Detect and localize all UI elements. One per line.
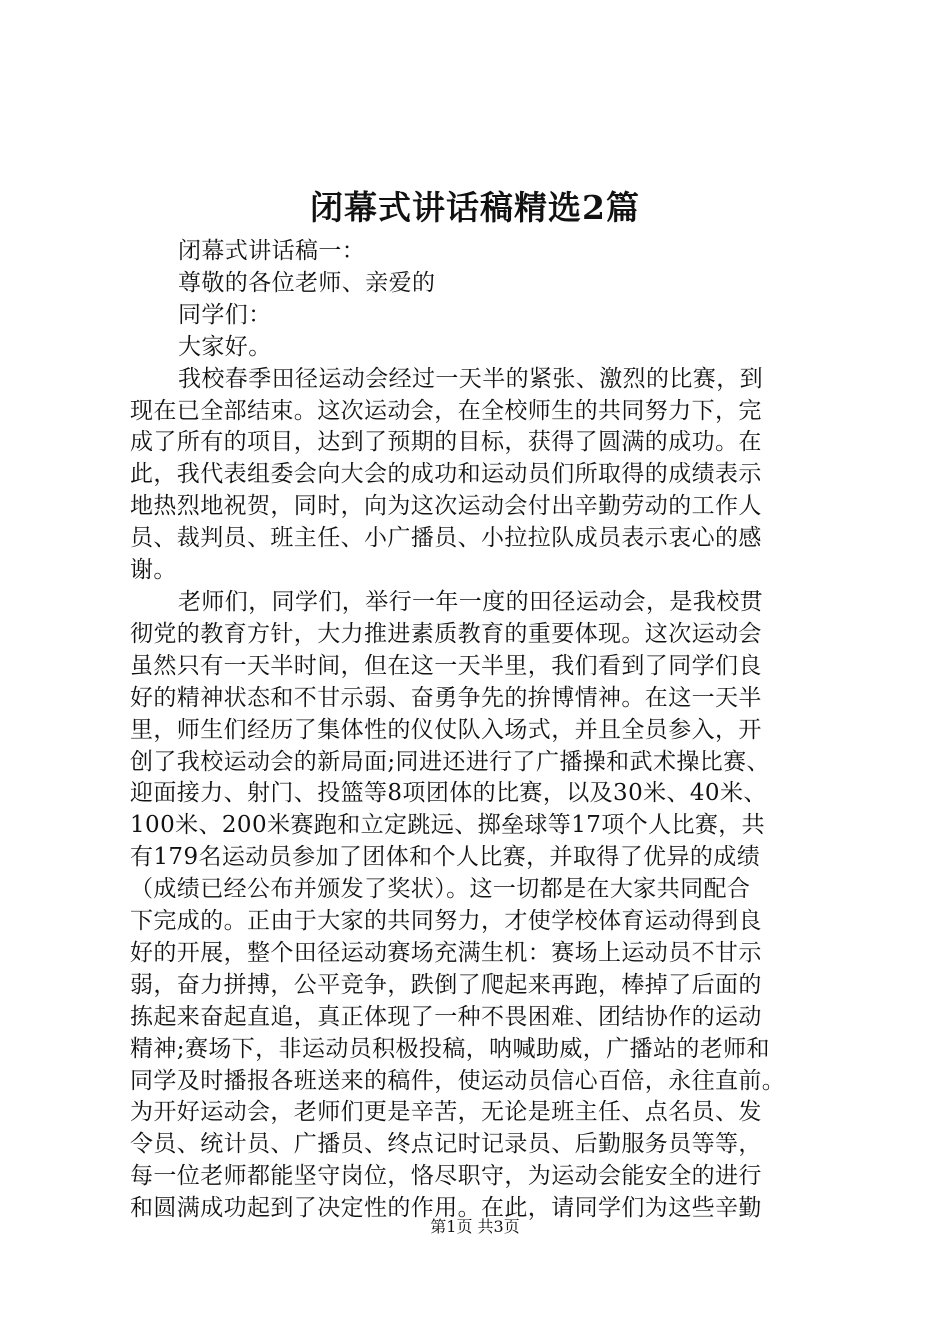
text-line: 创了我校运动会的新局面;同进还进行了广播操和武术操比赛、	[130, 748, 770, 775]
text-line: 弱，奋力拼搏，公平竞争，跌倒了爬起来再跑，棒掉了后面的	[130, 971, 762, 998]
text-line: 员、裁判员、班主任、小广播员、小拉拉队成员表示衷心的感	[130, 525, 762, 552]
text-line: 同学及时播报各班送来的稿件，使运动员信心百倍，永往直前。	[130, 1067, 786, 1094]
text-line: 彻党的教育方针，大力推进素质教育的重要体现。这次运动会	[130, 620, 762, 647]
page-number-footer: 第1页 共3页	[430, 1217, 520, 1236]
text-line: 此，我代表组委会向大会的成功和运动员们所取得的成绩表示	[130, 461, 762, 488]
text-line: 成了所有的项目，达到了预期的目标，获得了圆满的成功。在	[130, 429, 762, 456]
text-line: 100米、200米赛跑和立定跳远、掷垒球等17项个人比赛，共	[130, 812, 766, 839]
text-line: 令员、统计员、广播员、终点记时记录员、后勤服务员等等，	[130, 1131, 762, 1158]
text-line: （成绩已经公布并颁发了奖状）。这一切都是在大家共同配合	[130, 876, 751, 903]
text-line: 有179名运动员参加了团体和个人比赛，并取得了优异的成绩	[130, 844, 761, 871]
text-line: 现在已全部结束。这次运动会，在全校师生的共同努力下，完	[130, 397, 762, 424]
text-line: 大家好。	[178, 333, 272, 360]
text-line: 迎面接力、射门、投篮等8项团体的比赛，以及30米、40米、	[130, 780, 767, 807]
text-line: 下完成的。正由于大家的共同努力，才使学校体育运动得到良	[130, 908, 762, 935]
text-line: 精神;赛场下，非运动员积极投稿，呐喊助威，广播站的老师和	[130, 1035, 770, 1062]
text-line: 好的精神状态和不甘示弱、奋勇争先的拚博情神。在这一天半	[130, 684, 762, 711]
text-line: 老师们，同学们，举行一年一度的田径运动会，是我校贯	[178, 588, 763, 615]
text-line: 每一位老师都能坚守岗位，恪尽职守，为运动会能安全的进行	[130, 1163, 762, 1190]
text-line: 尊敬的各位老师、亲爱的	[178, 269, 436, 296]
text-line: 我校春季田径运动会经过一天半的紧张、激烈的比赛，到	[178, 365, 763, 392]
document-body	[130, 236, 830, 1225]
text-line: 闭幕式讲话稿一：	[178, 238, 366, 264]
text-line: 同学们：	[178, 301, 272, 328]
text-line: 好的开展，整个田径运动赛场充满生机：赛场上运动员不甘示	[130, 939, 762, 966]
text-line: 拣起来奋起直追，真正体现了一种不畏困难、团结协作的运动	[130, 1003, 762, 1030]
text-line: 谢。	[130, 557, 177, 584]
text-line: 虽然只有一天半时间，但在这一天半里，我们看到了同学们良	[130, 652, 762, 679]
text-line: 里，师生们经历了集体性的仪仗队入场式，并且全员参入，开	[130, 716, 762, 743]
text-line: 地热烈地祝贺，同时，向为这次运动会付出辛勤劳动的工作人	[130, 493, 762, 520]
text-line: 为开好运动会，老师们更是辛苦，无论是班主任、点名员、发	[130, 1099, 762, 1126]
document-title: 闭幕式讲话稿精选2篇	[310, 188, 640, 227]
text-line: 和圆满成功起到了决定性的作用。在此，请同学们为这些辛勤	[130, 1195, 762, 1222]
